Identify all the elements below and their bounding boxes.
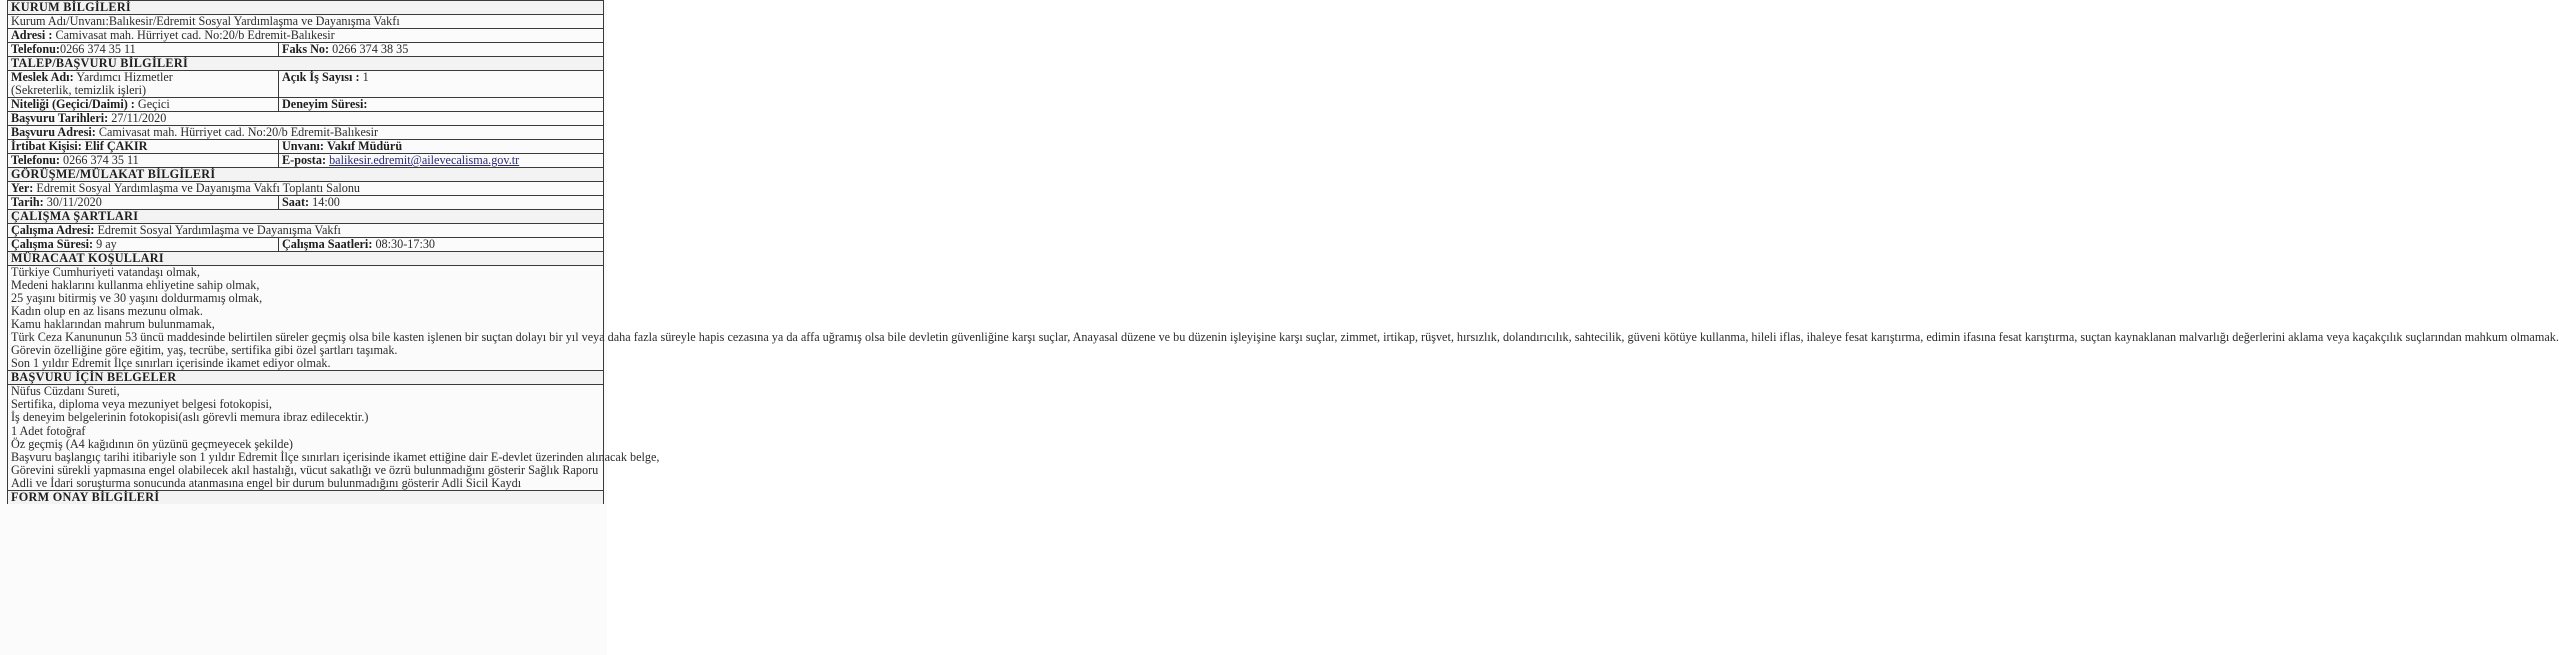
belgeler-list [8,384,660,490]
list-item: Kamu haklarından mahrum bulunmamak, [11,317,215,332]
irtibat-value: Elif ÇAKIR [84,139,148,153]
gorusme-tarih-cell [8,196,279,210]
acik-is-cell [279,71,604,98]
eposta-label: E-posta: [282,153,327,167]
calisma-adres-row [8,224,604,238]
deneyim-cell [279,98,604,112]
basvuru-tarih-value: 27/11/2020 [111,111,167,125]
meslek-cell [8,71,279,98]
talep-telefon-label: Telefonu: [11,153,60,167]
irtibat-cell [8,140,279,154]
list-item: Öz geçmiş (A4 kağıdının ön yüzünü geçmeyecek şekilde) [11,436,293,451]
job-posting-form [7,0,2559,504]
list-item: Nüfus Cüzdanı Sureti, [11,384,120,399]
eposta-cell [279,154,604,168]
basvuru-tarih-label: Başvuru Tarihleri: [11,111,109,125]
talep-header: TALEP/BAŞVURU BİLGİLERİ [8,57,604,71]
meslek-value-2: (Sekreterlik, temizlik işleri) [11,83,147,97]
basvuru-tarih-row [8,112,604,126]
list-item: İş deneyim belgelerinin fotokopisi(aslı görevli memura ibraz edilecektir.) [11,410,369,425]
list-item: Türk Ceza Kanununun 53 üncü maddesinde belirtilen süreler geçmiş olsa bile kasten işlenen bir suçtan dolayı bir yıl veya daha fazla süreyle hapis cezasına ya da affa uğramış olsa bile devletin güvenliğine karşı suçlar, Anayasal düzene ve bu düzenin işleyişine karşı suçlar, zimmet, irtikap, rüşvet, hırsızlık, dolandırıcılık, sahtecilik, güveni kötüye kullanma, hileli iflas, ihaleye fesat karıştırma, edimin ifasına fesat karıştırma, suçtan kaynaklanan malvarlığı değerlerini aklama veya kaçakçılık suçlarından mahkum olmamak. [11,330,2559,345]
gorusme-saat-value: 14:00 [312,195,340,209]
unvan-label: Unvanı: [282,139,324,153]
list-item: Kadın olup en az lisans mezunu olmak. [11,304,203,319]
kurum-header: KURUM BİLGİLERİ [8,1,604,15]
list-item: Başvuru başlangıç tarihi itibariyle son 1 yıldır Edremit İlçe sınırları içerisinde ikamet ettiğine dair E-devlet üzerinden alınacak belge, [11,449,660,464]
onay-header: FORM ONAY BİLGİLERİ [8,490,604,504]
calisma-adres-value: Edremit Sosyal Yardımlaşma ve Dayanışma Vakfı [97,223,341,237]
kurum-adres-label: Adresi : [11,28,53,42]
unvan-cell [279,140,604,154]
kurum-faks-label: Faks No: [282,42,330,56]
basvuru-adres-row [8,126,604,140]
niteligi-label: Niteliği (Geçici/Daimi) : [11,97,135,111]
list-item: Adli ve İdari soruşturma sonucunda atanmasına engel bir durum bulunmadığını gösterir Adli Sicil Kaydı [11,475,522,490]
kurum-adres-value: Camivasat mah. Hürriyet cad. No:20/b Edremit-Balıkesir [55,28,335,42]
calisma-saat-value: 08:30-17:30 [375,237,436,251]
list-item: Türkiye Cumhuriyeti vatandaşı olmak, [11,265,200,279]
kurum-adres-row [8,29,604,43]
calisma-saat-label: Çalışma Saatleri: [282,237,373,251]
talep-telefon-cell [8,154,279,168]
gorusme-saat-cell [279,196,604,210]
calisma-saat-cell [279,238,604,252]
eposta-link[interactable]: balikesir.edremit@ailevecalisma.gov.tr [329,153,520,167]
list-item: Medeni haklarını kullanma ehliyetine sahip olmak, [11,278,260,293]
muracaat-header: MÜRACAAT KOŞULLARI [8,252,604,266]
gorusme-yer-row [8,182,604,196]
calisma-sure-label: Çalışma Süresi: [11,237,94,251]
kurum-telefon-cell [8,43,279,57]
belgeler-header: BAŞVURU İÇİN BELGELER [8,371,604,385]
basvuru-adres-label: Başvuru Adresi: [11,125,96,139]
meslek-label: Meslek Adı: [11,70,74,84]
calisma-sure-cell [8,238,279,252]
gorusme-saat-label: Saat: [282,195,310,209]
meslek-value: Yardımcı Hizmetler [76,70,173,84]
niteligi-cell [8,98,279,112]
kurum-faks-value: 0266 374 38 35 [332,42,409,56]
gorusme-tarih-value: 30/11/2020 [46,195,102,209]
kurum-telefon-label: Telefonu: [11,42,60,56]
deneyim-label: Deneyim Süresi: [282,97,368,111]
calisma-header: ÇALIŞMA ŞARTLARI [8,210,604,224]
muracaat-list [8,265,2559,371]
list-item: 1 Adet fotoğraf [11,423,86,438]
list-item: Sertifika, diploma veya mezuniyet belgesi fotokopisi, [11,397,272,412]
list-item: Görevini sürekli yapmasına engel olabilecek akıl hastalığı, vücut sakatlığı ve özrü bulunmadığını gösterir Sağlık Raporu [11,462,599,477]
talep-telefon-value: 0266 374 35 11 [63,153,139,167]
list-item: 25 yaşını bitirmiş ve 30 yaşını doldurmamış olmak, [11,291,263,306]
calisma-sure-value: 9 ay [96,237,117,251]
acik-is-value: 1 [362,70,369,84]
gorusme-yer-value: Edremit Sosyal Yardımlaşma ve Dayanışma Vakfı Toplantı Salonu [36,181,361,195]
gorusme-header: GÖRÜŞME/MÜLAKAT BİLGİLERİ [8,168,604,182]
list-item: Son 1 yıldır Edremit İlçe sınırları içerisinde ikamet ediyor olmak. [11,356,331,371]
acik-is-label: Açık İş Sayısı : [282,70,360,84]
gorusme-yer-label: Yer: [11,181,34,195]
irtibat-label: İrtibat Kişisi: [11,139,82,153]
niteligi-value: Geçici [137,97,170,111]
kurum-telefon-value: 0266 374 35 11 [59,42,136,56]
kurum-adi-value: Balıkesir/Edremit Sosyal Yardımlaşma ve Dayanışma Vakfı [108,14,400,28]
unvan-value: Vakıf Müdürü [327,139,403,153]
calisma-adres-label: Çalışma Adresi: [11,223,95,237]
kurum-adi-row [8,15,604,29]
gorusme-tarih-label: Tarih: [11,195,44,209]
list-item: Görevin özelliğine göre eğitim, yaş, tecrübe, sertifika gibi özel şartları taşımak. [11,343,398,358]
kurum-faks-cell [279,43,604,57]
kurum-adi-label: Kurum Adı/Unvanı: [11,14,109,28]
basvuru-adres-value: Camivasat mah. Hürriyet cad. No:20/b Edremit-Balıkesir [98,125,379,139]
